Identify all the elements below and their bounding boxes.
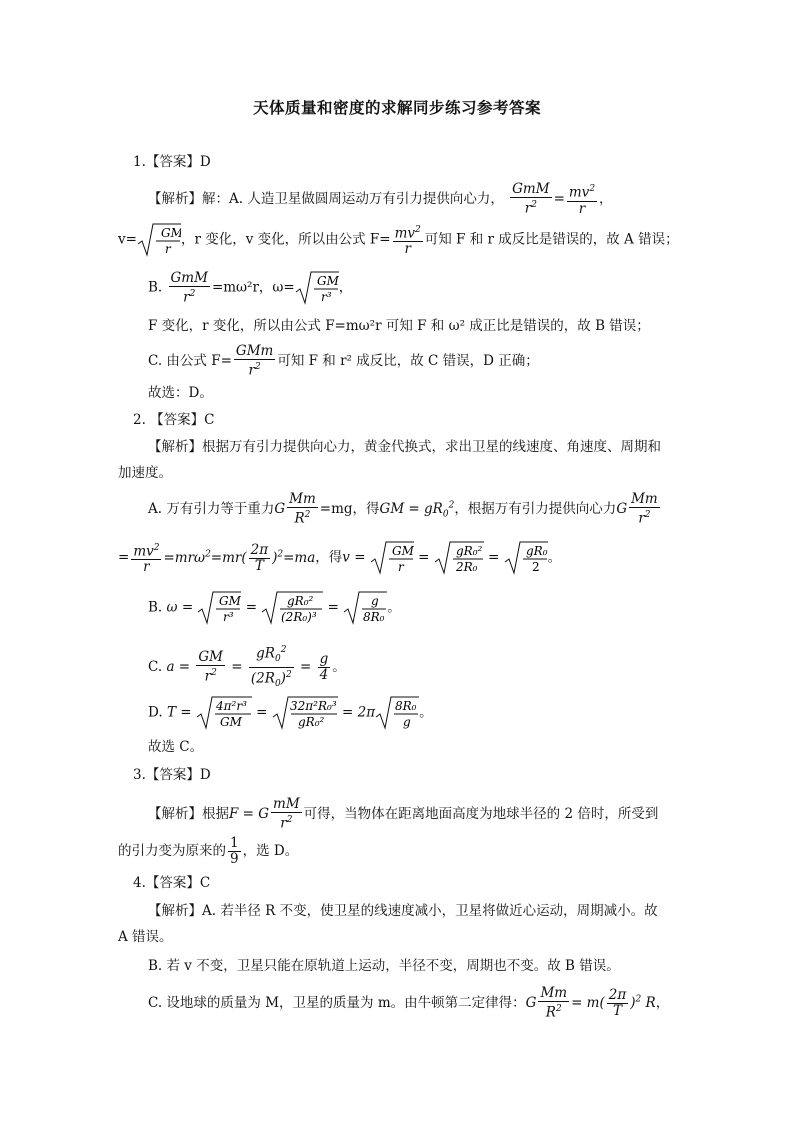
q2-answer: 2. 【答案】C: [133, 412, 215, 428]
svg-text:GM: GM: [219, 594, 242, 608]
q1-line-c: C. 由公式 F= $\frac{\text{GMm}}{r^2}$ 可知 F 和 r² 成反比，故 C 错误，D 正确；: [148, 343, 539, 379]
formula-mm-r2-q3: $\frac{mM}{r^2}$: [273, 796, 300, 832]
formula-mv2-over-r: $\frac{mv^2}{r}$: [568, 184, 596, 217]
sqrt-gm-over-r3: [295, 270, 339, 306]
q1-line-b: B. $\frac{\text{GmM}}{r^2}$ =mω²r，ω= GM r³ ，: [148, 269, 353, 306]
q4-analysis: 【解析】A. 若半径 R 不变，使卫星的线速度减小，卫星将做近心运动，周期减小。故: [148, 903, 658, 919]
svg-text:2R₀: 2R₀: [455, 560, 478, 574]
q2-analysis-2: 加速度。: [118, 465, 172, 481]
q1-line2: v= GM r ，r 变化，v 变化，所以由公式 F= $\frac{mv^2}{r}$ 可知 F 和 r 成反比是错误的，故 A 错误；: [118, 222, 679, 258]
formula-gr02-2r02: $\frac{gR_0^2}{(2R_0)^2}$: [250, 645, 292, 690]
formula-mm-over-r2-2: $\frac{Mm}{r^2}$: [631, 491, 658, 527]
q4-analysis-2: A 错误。: [118, 929, 173, 945]
svg-text:4π²r³: 4π²r³: [215, 699, 247, 713]
q2-analysis: 【解析】根据万有引力提供向心力，黄金代换式，求出卫星的线速度、角速度、周期和: [148, 439, 661, 455]
formula-g-4: $\frac{g}{4}$: [319, 651, 329, 684]
q1-line4: F 变化，r 变化，所以由公式 F=mω²r 可知 F 和 ω² 成正比是错误的，故 B 错误；: [148, 318, 650, 334]
formula-2pi-t-q4: $\frac{2\pi}{T}$: [608, 986, 627, 1019]
sqrt-8r0-g: [375, 695, 419, 731]
formula-mv2-r: $\frac{mv^2}{r}$: [133, 542, 160, 576]
q2-line-c: C. a = $\frac{GM}{r^2}$ = $\frac{gR_0^2}{(2R_0)^2}$ = $\frac{g}{4}$ 。: [148, 643, 346, 692]
sqrt-32pi2r03-gr02: [272, 695, 338, 731]
q3-analysis: 【解析】根据F = G $\frac{mM}{r^2}$ 可得，当物体在距离地面高度为地球半径的 2 倍时，所受到: [148, 796, 659, 832]
svg-text:GM: GM: [160, 226, 181, 240]
q2-line-d: D. T = 4π²r³ GM = 32π²R₀³ gR₀² = 2π 8R₀ g 。: [148, 695, 433, 731]
q1-analysis-line: 【解析】解：A. 人造卫星做圆周运动万有引力提供向心力， $\frac{\text{GmM}}{r^2}$ = $\frac{mv^2}{r}$ ，: [148, 181, 613, 217]
svg-text:8R₀: 8R₀: [363, 610, 385, 624]
svg-text:g: g: [403, 715, 411, 729]
svg-text:gR₀: gR₀: [525, 544, 548, 558]
q2-line-a2: = $\frac{mv^2}{r}$ =mrω$^2$=mr( $\frac{2\pi}{T}$ )$^2$=ma，得v = GM r = gR₀² 2R₀ = gR₀ 2 。: [118, 541, 562, 576]
formula-gmm-over-r2: $\frac{\text{GmM}}{r^2}$: [512, 181, 550, 217]
svg-text:r: r: [397, 560, 404, 574]
q4-line-c: C. 设地球的质量为 M，卫星的质量为 m。由牛顿第二定律得：G $\frac{Mm}{R^2}$ = m( $\frac{2\pi}{T}$ )$^2$ R，: [148, 985, 670, 1021]
q4-line-b: B. 若 v 不变，卫星只能在原轨道上运动，半径不变，周期也不变。故 B 错误。: [148, 958, 620, 974]
svg-text:GM: GM: [219, 715, 242, 729]
formula-gmm-over-r2-c: $\frac{\text{GMm}}{r^2}$: [235, 343, 274, 379]
svg-text:g: g: [371, 594, 379, 608]
sqrt-gm-r: [370, 540, 414, 576]
sqrt-gr0-2: [504, 540, 548, 576]
q2-line-b: B. ω = GM r³ = gR₀² (2R₀)³ = g 8R₀ 。: [148, 590, 401, 626]
svg-text:GM: GM: [316, 274, 339, 288]
svg-text:32π²R₀³: 32π²R₀³: [289, 699, 337, 713]
formula-mm-r2-q4: $\frac{Mm}{R^2}$: [540, 985, 568, 1021]
q2-choice: 故选 C。: [148, 739, 204, 755]
q3-line3: 的引力变为原来的 $\frac{1}{9}$ ，选 D。: [118, 835, 299, 867]
sqrt-gm-over-r: [137, 222, 181, 258]
q4-answer: 4.【答案】C: [133, 875, 211, 891]
formula-gm-r2: $\frac{GM}{r^2}$: [198, 649, 223, 685]
svg-text:gR₀²: gR₀²: [287, 594, 314, 608]
svg-text:(2R₀)³: (2R₀)³: [281, 610, 317, 624]
svg-text:2: 2: [531, 560, 540, 574]
q1-answer: 1.【答案】D: [133, 154, 211, 170]
svg-text:r: r: [164, 242, 171, 256]
q1-choice: 故选：D。: [148, 385, 213, 401]
sqrt-gr0-2r0: [434, 540, 484, 576]
q1-analysis-text: 【解析】解：A. 人造卫星做圆周运动万有引力提供向心力，: [148, 190, 504, 207]
sqrt-g-8r0: [343, 590, 387, 626]
formula-2pi-t: $\frac{2\pi}{T}$: [250, 541, 269, 574]
svg-text:r³: r³: [320, 290, 332, 304]
formula-mm-over-r2: $\frac{Mm}{R^2}$: [289, 491, 316, 527]
sqrt-gr02-2r03: [261, 590, 323, 626]
q3-answer: 3.【答案】D: [133, 767, 211, 783]
svg-text:r³: r³: [223, 610, 234, 624]
formula-1-9: $\frac{1}{9}$: [230, 835, 239, 867]
svg-text:gR₀²: gR₀²: [297, 715, 325, 729]
formula-gmm-over-r2-b: $\frac{\text{GmM}}{r^2}$: [170, 269, 208, 306]
svg-text:gR₀²: gR₀²: [455, 544, 483, 558]
page-title: 天体质量和密度的求解同步练习参考答案: [252, 98, 541, 117]
sqrt-4pi2r3-gm: [196, 695, 252, 731]
svg-text:8R₀: 8R₀: [395, 699, 417, 713]
q2-line-a: A. 万有引力等于重力G $\frac{Mm}{R^2}$ =mg，得GM = $gR_0^2$，根据万有引力提供向心力G $\frac{Mm}{r^2}$: [148, 491, 658, 527]
svg-text:GM: GM: [391, 544, 414, 558]
sqrt-gm-r3: [197, 590, 241, 626]
formula-mv2-over-r-2: $\frac{mv^2}{r}$: [394, 224, 421, 258]
